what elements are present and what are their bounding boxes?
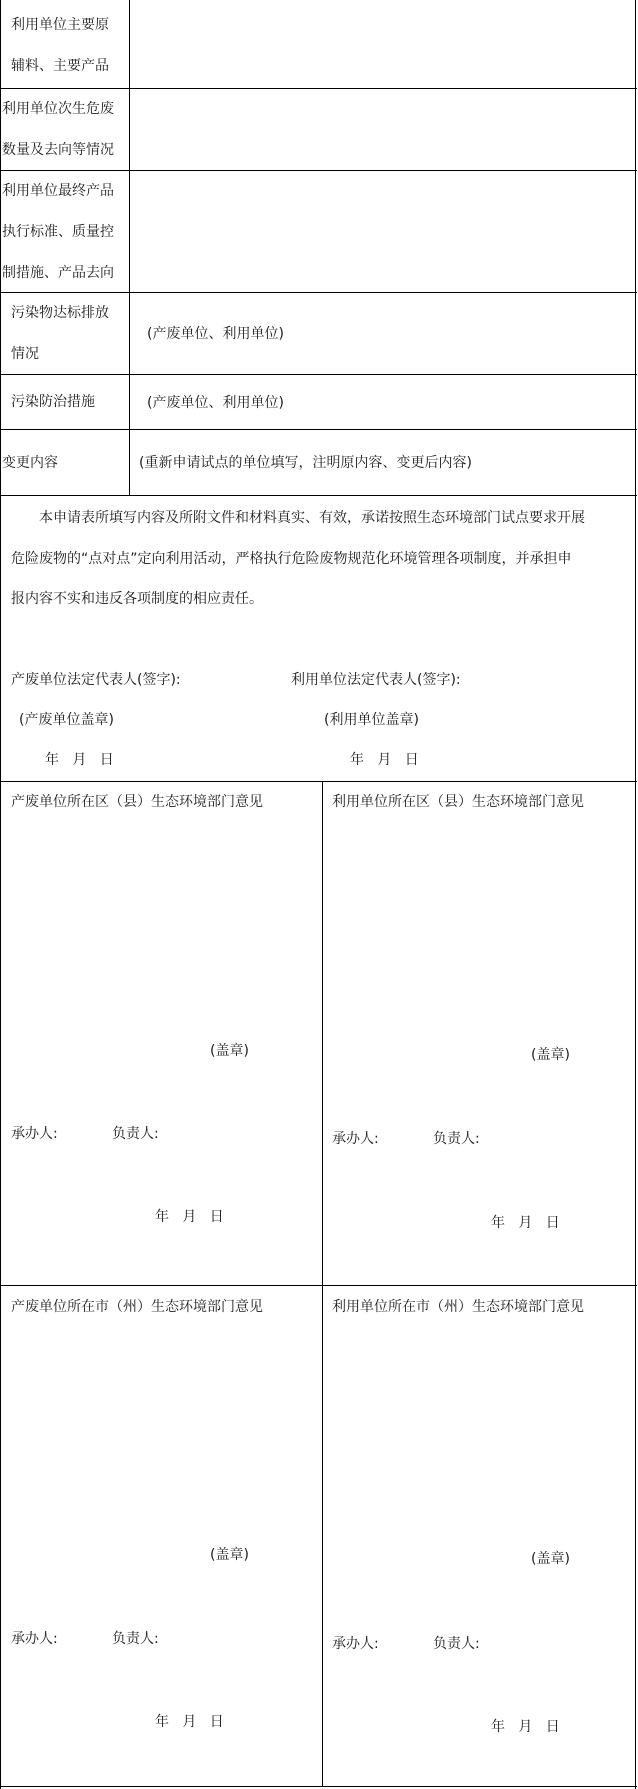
row-content-changes: (重新申请试点的单位填写，注明原内容、变更后内容) — [139, 455, 472, 471]
producer-seal: (产废单位盖章) — [19, 712, 114, 728]
row-label-line: 利用单位主要原 — [11, 17, 109, 33]
row-label-line: 情况 — [11, 346, 39, 362]
row-label-line: 数量及去向等情况 — [2, 142, 114, 158]
producer-rep-signature: 产废单位法定代表人(签字): — [11, 672, 181, 688]
opinion-title: 产废单位所在区（县）生态环境部门意见 — [11, 794, 263, 810]
row-label-line: 污染物达标排放 — [11, 305, 109, 321]
declaration-line: 报内容不实和违反各项制度的相应责任。 — [11, 591, 263, 607]
declaration-line: 危险废物的“点对点”定向利用活动，严格执行危险废物规范化环境管理各项制度，并承担申 — [11, 551, 572, 567]
declaration-line: 本申请表所填写内容及所附文件和材料真实、有效，承诺按照生态环境部门试点要求开展 — [39, 510, 585, 526]
row-content-emission: (产废单位、利用单位) — [147, 326, 284, 342]
row-label-prevention: 污染防治措施 — [11, 394, 95, 410]
user-rep-signature: 利用单位法定代表人(签字): — [291, 672, 461, 688]
producer-date: 年 月 日 — [45, 752, 114, 768]
row-content-prevention: (产废单位、利用单位) — [147, 395, 284, 411]
opinion-seal: (盖章) — [531, 1551, 570, 1567]
opinion-leader: 负责人: — [112, 1631, 159, 1647]
label-column-divider — [129, 0, 130, 495]
row-label-final-product — [2, 171, 114, 294]
row-label-emission — [11, 293, 109, 375]
row-label-secondary-waste — [2, 89, 114, 171]
opinion-handler: 承办人: — [332, 1636, 379, 1652]
row-label-changes: 变更内容 — [2, 455, 58, 471]
row-label-line: 利用单位次生危废 — [2, 101, 114, 117]
opinion-date: 年 月 日 — [491, 1215, 560, 1231]
row-divider — [1, 429, 637, 430]
row-label-main-materials — [11, 5, 109, 87]
row-divider — [1, 495, 637, 496]
opinion-title: 利用单位所在区（县）生态环境部门意见 — [332, 794, 584, 810]
opinion-leader: 负责人: — [433, 1636, 480, 1652]
user-seal: (利用单位盖章) — [324, 712, 419, 728]
opinion-handler: 承办人: — [11, 1126, 58, 1142]
row-label-line: 利用单位最终产品 — [2, 183, 114, 199]
row-label-line: 制措施、产品去向 — [2, 265, 114, 281]
row-label-line: 辅料、主要产品 — [11, 58, 109, 74]
opinion-date: 年 月 日 — [155, 1209, 224, 1225]
user-date: 年 月 日 — [350, 752, 419, 768]
row-divider — [1, 1786, 637, 1787]
opinion-seal: (盖章) — [531, 1047, 570, 1063]
opinion-column-divider — [322, 781, 323, 1787]
opinion-title: 利用单位所在市（州）生态环境部门意见 — [332, 1299, 584, 1315]
row-divider — [1, 781, 637, 782]
opinion-leader: 负责人: — [433, 1131, 480, 1147]
opinion-title: 产废单位所在市（州）生态环境部门意见 — [11, 1299, 263, 1315]
row-label-line: 执行标准、质量控 — [2, 224, 114, 240]
opinion-leader: 负责人: — [112, 1126, 159, 1142]
opinion-handler: 承办人: — [332, 1131, 379, 1147]
row-divider — [1, 1285, 637, 1286]
opinion-handler: 承办人: — [11, 1631, 58, 1647]
opinion-seal: (盖章) — [210, 1043, 249, 1059]
opinion-seal: (盖章) — [210, 1547, 249, 1563]
opinion-date: 年 月 日 — [491, 1719, 560, 1735]
opinion-date: 年 月 日 — [155, 1714, 224, 1730]
